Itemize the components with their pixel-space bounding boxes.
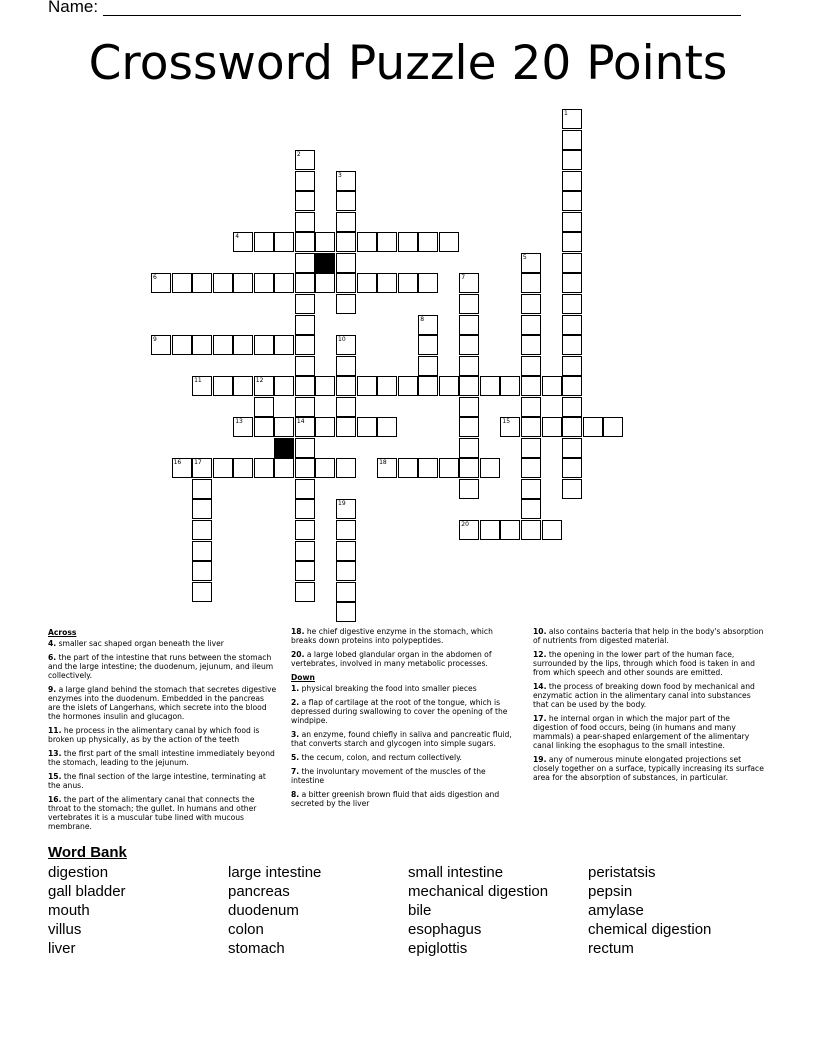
grid-cell[interactable] bbox=[254, 376, 274, 396]
grid-cell[interactable] bbox=[562, 438, 582, 458]
word-bank-word: villus bbox=[48, 921, 82, 938]
grid-cell[interactable] bbox=[192, 273, 212, 293]
grid-cell[interactable] bbox=[336, 520, 356, 540]
clues-column-3 bbox=[533, 627, 765, 787]
grid-cell[interactable] bbox=[398, 273, 418, 293]
grid-cell[interactable] bbox=[521, 315, 541, 335]
word-bank-word: peristatsis bbox=[588, 864, 656, 881]
word-bank-word: gall bladder bbox=[48, 883, 126, 900]
grid-cell[interactable] bbox=[521, 520, 541, 540]
grid-cell[interactable] bbox=[336, 499, 356, 519]
grid-cell[interactable] bbox=[521, 499, 541, 519]
clue: 3. an enzyme, found chiefly in saliva and pancreatic fluid, that converts starch and glycogen into simple sugars. bbox=[291, 730, 512, 748]
cell-number: 2 bbox=[296, 151, 301, 159]
grid-cell[interactable] bbox=[562, 130, 582, 150]
grid-cell[interactable] bbox=[562, 253, 582, 273]
grid-cell[interactable] bbox=[295, 376, 315, 396]
grid-cell[interactable] bbox=[500, 520, 520, 540]
grid-cell[interactable] bbox=[459, 335, 479, 355]
grid-cell[interactable] bbox=[562, 232, 582, 252]
grid-cell[interactable] bbox=[357, 376, 377, 396]
grid-cell[interactable] bbox=[377, 376, 397, 396]
grid-cell[interactable] bbox=[254, 458, 274, 478]
grid-cell[interactable] bbox=[439, 376, 459, 396]
grid-cell[interactable] bbox=[233, 273, 253, 293]
grid-cell[interactable] bbox=[336, 417, 356, 437]
grid-cell[interactable] bbox=[357, 417, 377, 437]
grid-cell[interactable] bbox=[459, 315, 479, 335]
word-bank-word: mouth bbox=[48, 902, 90, 919]
grid-cell[interactable] bbox=[336, 356, 356, 376]
cell-number: 17 bbox=[194, 459, 202, 467]
grid-cell[interactable] bbox=[542, 417, 562, 437]
grid-cell[interactable] bbox=[192, 479, 212, 499]
grid-cell[interactable] bbox=[418, 315, 438, 335]
grid-cell[interactable] bbox=[295, 417, 315, 437]
grid-cell[interactable] bbox=[295, 171, 315, 191]
grid-cell[interactable] bbox=[521, 479, 541, 499]
grid-cell[interactable] bbox=[295, 150, 315, 170]
grid-cell[interactable] bbox=[418, 376, 438, 396]
grid-cell[interactable] bbox=[336, 582, 356, 602]
grid-cell[interactable] bbox=[213, 458, 233, 478]
grid-cell[interactable] bbox=[172, 458, 192, 478]
grid-cell[interactable] bbox=[295, 356, 315, 376]
cell-number: 14 bbox=[296, 418, 305, 426]
grid-cell[interactable] bbox=[521, 253, 541, 273]
grid-cell[interactable] bbox=[459, 376, 479, 396]
cell-number: 19 bbox=[338, 500, 346, 508]
grid-cell[interactable] bbox=[233, 417, 253, 437]
grid-cell[interactable] bbox=[500, 417, 520, 437]
grid-block bbox=[315, 253, 335, 273]
grid-cell[interactable] bbox=[336, 191, 356, 211]
clues-column-2 bbox=[291, 627, 517, 813]
word-bank-word: colon bbox=[228, 921, 264, 938]
word-bank-word: esophagus bbox=[408, 921, 482, 938]
grid-cell[interactable] bbox=[336, 335, 356, 355]
clue: 7. the involuntary movement of the muscles of the intestine bbox=[291, 767, 486, 785]
word-bank-word: pancreas bbox=[228, 883, 290, 900]
grid-cell[interactable] bbox=[336, 253, 356, 273]
grid-cell[interactable] bbox=[315, 458, 335, 478]
grid-cell[interactable] bbox=[315, 232, 335, 252]
grid-cell[interactable] bbox=[274, 273, 294, 293]
cell-number: 6 bbox=[153, 274, 157, 282]
grid-cell[interactable] bbox=[336, 273, 356, 293]
grid-cell[interactable] bbox=[521, 397, 541, 417]
grid-cell[interactable] bbox=[439, 232, 459, 252]
across-heading: Across bbox=[48, 628, 77, 637]
cell-number: 15 bbox=[502, 418, 511, 426]
grid-cell[interactable] bbox=[562, 191, 582, 211]
word-bank-word: amylase bbox=[588, 902, 644, 919]
grid-cell[interactable] bbox=[336, 232, 356, 252]
grid-cell[interactable] bbox=[521, 417, 541, 437]
grid-cell[interactable] bbox=[480, 458, 500, 478]
grid-cell[interactable] bbox=[459, 479, 479, 499]
clue: 15. the final section of the large intestine, terminating at the anus. bbox=[48, 772, 266, 790]
grid-cell[interactable] bbox=[521, 438, 541, 458]
grid-cell[interactable] bbox=[357, 232, 377, 252]
grid-cell[interactable] bbox=[295, 253, 315, 273]
grid-cell[interactable] bbox=[521, 273, 541, 293]
grid-cell[interactable] bbox=[336, 171, 356, 191]
clue: 18. he chief digestive enzyme in the stomach, which breaks down proteins into polypeptides. bbox=[291, 627, 493, 645]
grid-cell[interactable] bbox=[254, 397, 274, 417]
grid-cell[interactable] bbox=[295, 335, 315, 355]
grid-cell[interactable] bbox=[254, 417, 274, 437]
clue: 10. also contains bacteria that help in the body's absorption of nutrients from digested material. bbox=[533, 627, 764, 645]
grid-cell[interactable] bbox=[274, 458, 294, 478]
grid-cell[interactable] bbox=[295, 561, 315, 581]
grid-cell[interactable] bbox=[336, 602, 356, 622]
grid-cell[interactable] bbox=[192, 499, 212, 519]
grid-cell[interactable] bbox=[336, 294, 356, 314]
grid-cell[interactable] bbox=[315, 273, 335, 293]
grid-cell[interactable] bbox=[274, 335, 294, 355]
grid-block bbox=[274, 438, 294, 458]
grid-cell[interactable] bbox=[418, 273, 438, 293]
grid-cell[interactable] bbox=[562, 356, 582, 376]
grid-cell[interactable] bbox=[459, 520, 479, 540]
down-heading: Down bbox=[291, 673, 315, 682]
grid-cell[interactable] bbox=[398, 232, 418, 252]
grid-cell[interactable] bbox=[521, 294, 541, 314]
clue: 12. the opening in the lower part of the human face, surrounded by the lips, through which food is taken in and from which speech and other sounds are emitted. bbox=[533, 650, 755, 677]
clue: 16. the part of the alimentary canal that connects the throat to the stomach; the gullet. In humans and other vertebrates it is a muscular tube lined with mucous membrane. bbox=[48, 795, 257, 831]
word-bank-word: duodenum bbox=[228, 902, 299, 919]
grid-cell[interactable] bbox=[192, 582, 212, 602]
grid-cell[interactable] bbox=[192, 376, 212, 396]
grid-cell[interactable] bbox=[418, 356, 438, 376]
cell-number: 7 bbox=[461, 274, 466, 282]
grid-cell[interactable] bbox=[562, 397, 582, 417]
word-bank-word: small intestine bbox=[408, 864, 504, 881]
grid-cell[interactable] bbox=[521, 356, 541, 376]
cell-number: 18 bbox=[379, 459, 387, 467]
grid-cell[interactable] bbox=[295, 294, 315, 314]
clue: 6. the part of the intestine that runs between the stomach and the large intestine; the duodenum, jejunum, and ileum collectively. bbox=[48, 653, 274, 680]
cell-number: 4 bbox=[235, 233, 240, 241]
cell-number: 16 bbox=[173, 459, 182, 467]
grid-cell[interactable] bbox=[377, 273, 397, 293]
grid-cell[interactable] bbox=[459, 294, 479, 314]
grid-cell[interactable] bbox=[295, 479, 315, 499]
grid-cell[interactable] bbox=[562, 315, 582, 335]
grid-cell[interactable] bbox=[295, 191, 315, 211]
grid-cell[interactable] bbox=[192, 561, 212, 581]
grid-cell[interactable] bbox=[233, 458, 253, 478]
cell-number: 20 bbox=[461, 521, 469, 528]
grid-cell[interactable] bbox=[192, 335, 212, 355]
clue: 8. a bitter greenish brown fluid that aids digestion and secreted by the liver bbox=[291, 790, 500, 808]
word-bank-word: liver bbox=[48, 940, 76, 957]
word-bank-word: digestion bbox=[48, 864, 109, 881]
grid-cell[interactable] bbox=[398, 376, 418, 396]
grid-cell[interactable] bbox=[562, 458, 582, 478]
grid-cell[interactable] bbox=[439, 458, 459, 478]
grid-cell[interactable] bbox=[480, 520, 500, 540]
grid-cell[interactable] bbox=[459, 417, 479, 437]
cell-number: 9 bbox=[153, 336, 157, 344]
clue: 2. a flap of cartilage at the root of the tongue, which is depressed during swallowing to cover the opening of the windpipe. bbox=[291, 698, 508, 725]
grid-cell[interactable] bbox=[377, 417, 397, 437]
word-bank-word: mechanical digestion bbox=[408, 883, 549, 900]
page-title: Crossword Puzzle 20 Points bbox=[88, 36, 728, 91]
grid-cell[interactable] bbox=[583, 417, 603, 437]
grid-cell[interactable] bbox=[459, 458, 479, 478]
grid-cell[interactable] bbox=[274, 376, 294, 396]
grid-cell[interactable] bbox=[151, 273, 171, 293]
grid-cell[interactable] bbox=[274, 417, 294, 437]
grid-cell[interactable] bbox=[562, 273, 582, 293]
grid-cell[interactable] bbox=[213, 335, 233, 355]
grid-cell[interactable] bbox=[172, 335, 192, 355]
grid-cell[interactable] bbox=[213, 273, 233, 293]
grid-cell[interactable] bbox=[295, 397, 315, 417]
grid-cell[interactable] bbox=[336, 458, 356, 478]
name-label: Name: bbox=[48, 0, 99, 16]
cell-number: 3 bbox=[338, 171, 342, 179]
grid-cell[interactable] bbox=[315, 376, 335, 396]
cell-number: 13 bbox=[235, 418, 243, 426]
grid-cell[interactable] bbox=[172, 273, 192, 293]
clue: 11. he process in the alimentary canal by which food is broken up physically, as by the action of the teeth bbox=[48, 726, 260, 744]
cell-number: 1 bbox=[564, 110, 568, 117]
grid-cell[interactable] bbox=[562, 294, 582, 314]
grid-cell[interactable] bbox=[254, 232, 274, 252]
grid-cell[interactable] bbox=[521, 458, 541, 478]
grid-cell[interactable] bbox=[295, 541, 315, 561]
grid-cell[interactable] bbox=[295, 582, 315, 602]
grid-cell[interactable] bbox=[459, 438, 479, 458]
clue: 19. any of numerous minute elongated projections set closely together on a surface, typically increasing its surface area for the absorption of substances, in particular. bbox=[533, 755, 764, 782]
grid-cell[interactable] bbox=[542, 376, 562, 396]
grid-cell[interactable] bbox=[500, 376, 520, 396]
grid-cell[interactable] bbox=[603, 417, 623, 437]
grid-cell[interactable] bbox=[521, 335, 541, 355]
grid-cell[interactable] bbox=[233, 376, 253, 396]
grid-cell[interactable] bbox=[192, 458, 212, 478]
grid-cell[interactable] bbox=[336, 541, 356, 561]
grid-cell[interactable] bbox=[377, 458, 397, 478]
grid-cell[interactable] bbox=[233, 335, 253, 355]
word-bank-word: rectum bbox=[588, 940, 634, 957]
grid-cell[interactable] bbox=[295, 273, 315, 293]
grid-cell[interactable] bbox=[562, 335, 582, 355]
word-bank-word: chemical digestion bbox=[588, 921, 712, 938]
grid-cell[interactable] bbox=[418, 458, 438, 478]
clue: 4. smaller sac shaped organ beneath the liver bbox=[48, 639, 224, 648]
clue: 5. the cecum, colon, and rectum collectively. bbox=[291, 753, 462, 762]
grid-cell[interactable] bbox=[151, 335, 171, 355]
grid-cell[interactable] bbox=[336, 397, 356, 417]
grid-cell[interactable] bbox=[295, 232, 315, 252]
grid-cell[interactable] bbox=[192, 520, 212, 540]
grid-cell[interactable] bbox=[562, 212, 582, 232]
word-bank-word: pepsin bbox=[588, 883, 633, 900]
word-bank-word: epiglottis bbox=[408, 940, 468, 957]
clues-column-1 bbox=[48, 627, 278, 836]
word-bank-word: large intestine bbox=[228, 864, 322, 881]
grid-cell[interactable] bbox=[480, 376, 500, 396]
grid-cell[interactable] bbox=[315, 417, 335, 437]
grid-cell[interactable] bbox=[398, 458, 418, 478]
grid-cell[interactable] bbox=[542, 520, 562, 540]
grid-cell[interactable] bbox=[562, 171, 582, 191]
grid-cell[interactable] bbox=[459, 397, 479, 417]
cell-number: 5 bbox=[522, 253, 527, 261]
grid-cell[interactable] bbox=[521, 376, 541, 396]
grid-cell[interactable] bbox=[418, 335, 438, 355]
grid-cell[interactable] bbox=[295, 520, 315, 540]
word-bank-word: bile bbox=[408, 902, 432, 919]
clue: 17. he internal organ in which the major part of the digestion of food occurs, being (in humans and many mammals) a pear-shaped enlargement of the alimentary canal linking the esophagus to the small intestine. bbox=[533, 714, 750, 750]
grid-cell[interactable] bbox=[295, 458, 315, 478]
grid-cell[interactable] bbox=[192, 541, 212, 561]
grid-cell[interactable] bbox=[336, 212, 356, 232]
cell-number: 12 bbox=[255, 377, 264, 385]
word-bank-word: stomach bbox=[228, 940, 285, 957]
word-bank-title: Word Bank bbox=[48, 844, 127, 861]
clue: 14. the process of breaking down food by mechanical and enzymatic action in the alimentary canal into substances that can be used by the body. bbox=[533, 682, 755, 709]
clue: 20. a large lobed glandular organ in the abdomen of vertebrates, involved in many metabolic processes. bbox=[291, 650, 492, 668]
cell-number: 10 bbox=[338, 336, 346, 344]
grid-cell[interactable] bbox=[459, 356, 479, 376]
clue: 9. a large gland behind the stomach that secretes digestive enzymes into the duodenum. Embedded in the pancreas are the islets of Langerhans, which secrete into the blood the hormones insulin and glucagon. bbox=[48, 685, 277, 721]
grid-cell[interactable] bbox=[254, 335, 274, 355]
cell-number: 8 bbox=[420, 315, 425, 323]
grid-cell[interactable] bbox=[459, 273, 479, 293]
grid-cell[interactable] bbox=[295, 499, 315, 519]
grid-cell[interactable] bbox=[274, 232, 294, 252]
cell-number: 11 bbox=[194, 377, 202, 385]
grid-cell[interactable] bbox=[336, 376, 356, 396]
grid-cell[interactable] bbox=[562, 109, 582, 129]
grid-cell[interactable] bbox=[562, 479, 582, 499]
grid-cell[interactable] bbox=[213, 376, 233, 396]
clue: 1. physical breaking the food into smaller pieces bbox=[291, 684, 477, 693]
grid-cell[interactable] bbox=[562, 417, 582, 437]
grid-cell[interactable] bbox=[562, 150, 582, 170]
grid-cell[interactable] bbox=[233, 232, 253, 252]
grid-cell[interactable] bbox=[336, 561, 356, 581]
grid-cell[interactable] bbox=[295, 212, 315, 232]
grid-cell[interactable] bbox=[357, 273, 377, 293]
grid-cell[interactable] bbox=[295, 315, 315, 335]
grid-cell[interactable] bbox=[377, 232, 397, 252]
clue: 13. the first part of the small intestine immediately beyond the stomach, leading to the jejunum. bbox=[48, 749, 275, 767]
grid-cell[interactable] bbox=[254, 273, 274, 293]
grid-cell[interactable] bbox=[562, 376, 582, 396]
grid-cell[interactable] bbox=[418, 232, 438, 252]
grid-cell[interactable] bbox=[295, 438, 315, 458]
